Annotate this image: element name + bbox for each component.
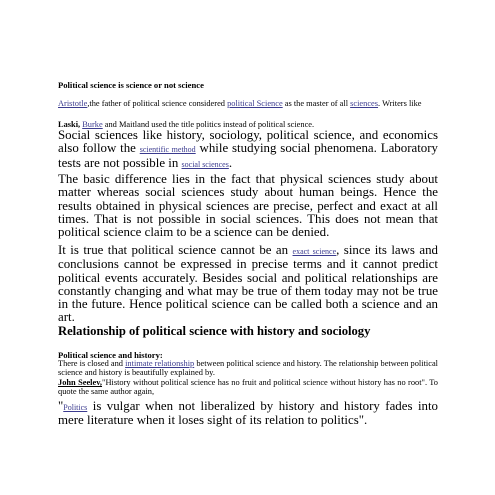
para2-text-1: and Maitland used the title politics instead of political science. — [102, 120, 315, 129]
section-heading-relationship: Relationship of political science with history and sociology — [58, 324, 371, 338]
link-exact-science[interactable]: exact science — [292, 247, 337, 256]
link-sciences[interactable]: sciences — [350, 99, 379, 108]
para5-text-1: It is true that political science cannot be an — [58, 243, 293, 257]
paragraph-basic-difference: The basic difference lies in the fact that physical sciences study about matter whereas social sciences study about human beings. Hence the results obtained in physical sciences are precise, perfect and exact at all times. That is not possible in social sciences. This does not mean that political science claim to be a science can be denied. — [58, 172, 438, 240]
para7-text-1: "History without political science has no fruit and political science without history has no root". To quote the same author again, — [58, 378, 438, 397]
link-aristotle[interactable]: Aristotle — [58, 99, 88, 108]
para3-text-1: Social sciences like history, sociology, political science, and economics also follow the — [58, 128, 438, 156]
subheading-history: Political science and history: — [58, 350, 163, 360]
para8-text-0: " — [58, 399, 64, 413]
link-social-sciences[interactable]: social sciences — [181, 159, 229, 169]
para1-text-2: as the master of all — [282, 99, 351, 108]
link-politics[interactable]: Politics — [63, 403, 88, 412]
para3-text-2: while studying social phenomena. Laboratory tests are not possible in — [58, 141, 438, 170]
paragraph-exact-science — [58, 244, 438, 325]
section-title: Political science is science or not science — [58, 80, 204, 90]
link-burke[interactable]: Burke — [82, 120, 103, 129]
para8-text-1: is vulgar when not liberalized by history and history fades into mere literature when it loses sight of its relation to politics". — [58, 399, 438, 428]
paragraph-social-sciences — [58, 129, 438, 171]
para3-text-3: . — [228, 155, 233, 170]
para1-text-3: . Writers like — [378, 99, 422, 108]
link-scientific-method[interactable]: scientific method — [139, 145, 196, 155]
link-political-science[interactable]: political Science — [227, 99, 283, 108]
para6-text-2: between political science and history. The relationship between political science and history is beautifully explained by. — [58, 359, 438, 378]
paragraph-seeley-quote — [58, 378, 438, 397]
paragraph-politics-quote — [58, 400, 438, 428]
paragraph-intimate-relationship — [58, 359, 438, 378]
para5-text-2: , since its laws and conclusions cannot be expressed in precise terms and it cannot predict political events accurately. Besides social and political relationships are constantly changing and what may be true of them today may not be true in the future. Hence political science can be called both a science and an art. — [58, 243, 438, 325]
paragraph-aristotle — [58, 99, 438, 108]
name-laski: Laski, — [58, 120, 81, 129]
name-seeley: John Seelev, — [58, 378, 103, 387]
para1-text-1: ,the father of political science considered — [87, 99, 228, 108]
para6-text-1: There is closed and — [58, 359, 126, 368]
link-intimate-relationship[interactable]: intimate relationship — [125, 359, 195, 368]
